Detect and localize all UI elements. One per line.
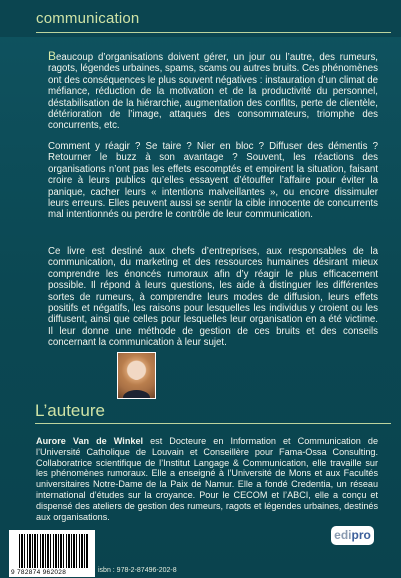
barcode-digits: 9 782874 962028 [11, 569, 67, 576]
author-divider [35, 423, 391, 424]
description-paragraph-1: Beaucoup d’organisations doivent gérer, un jour ou l’autre, des rumeurs, ragots, légendes urbaines, spams, scams ou autres bruits. Ces phénomènes ont des conséquences le plus souvent négatives : instauration d’un climat de méfiance, réduction de la motivation et de la productivité du personnel, déstabilisation de la hiérarchie, augmentation des conflits, perte de clientèle, détérioration de l’image, attaques des consommateurs, triomphe des concurrents, etc. [48, 49, 378, 132]
header-divider [36, 32, 391, 33]
barcode-bars [19, 534, 89, 568]
publisher-logo [331, 526, 374, 545]
description-paragraph-2: Comment y réagir ? Se taire ? Nier en bloc ? Diffuser des démentis ? Retourner le buzz à son avantage ? Souvent, les réactions des organisations n’ont pas les effets escomptés et empirent la situation, faisant croire à leurs publics qu’elles essayent d’étouffer l’affaire pour éviter la panique, cacher leurs « intentions malveillantes », ou encore dissimuler leurs erreurs. Elles peuvent aussi se sentir la cible innocente de concurrents mal intentionnés ou perdre le contrôle de leur communication. [48, 141, 378, 221]
author-bio [36, 436, 378, 522]
barcode [9, 530, 95, 577]
author-heading: L’auteure [35, 401, 105, 420]
description-paragraph-3: Ce livre est destiné aux chefs d’entreprises, aux responsables de la communication, du marketing et des ressources humaines désirant mieux comprendre les énoncés rumoraux afin d’y réagir le plus efficacement possible. Il répond à leurs questions, les aide à distinguer les différentes sortes de rumeurs, à comprendre leurs modes de diffusion, leurs effets positifs et négatifs, les raisons pour lesquelles les individus y croient ou les diffusent, ainsi que celles pour lesquelles leur organisation en a été victime. Il leur donne une méthode de gestion de ces bruits et des conseils concernant la communication à leur sujet. [48, 246, 378, 349]
author-photo [117, 352, 156, 399]
author-bio-text: est Docteure en Information et Communication de l’Université Catholique de Louvain et Conseillère pour Fama-Ossa Consulting. Collaboratrice scientifique de l’Institut Langage & Communication, elle travaille sur les phénomènes rumoraux. Elle a enseigné à l’Université de Mons et aux Facultés universitaires Notre-Dame de la Paix de Namur. Elle a fondé Credentia, un réseau international d’études sur la croyance. Pour le CECOM et l’ABCI, elle a conçu et dispensé des ateliers de gestion des rumeurs, ragots et légendes urbaines, destinés aux organisations. [36, 436, 379, 522]
isbn-label: isbn : 978-2-87496-202-8 [98, 567, 177, 574]
category-label: communication [36, 10, 140, 27]
author-name: Aurore Van de Winkel [36, 436, 144, 446]
author-shirt [123, 390, 150, 399]
publisher-logo-part-2: pro [351, 528, 371, 542]
author-face [130, 364, 143, 380]
publisher-logo-part-1: edi [334, 528, 352, 542]
